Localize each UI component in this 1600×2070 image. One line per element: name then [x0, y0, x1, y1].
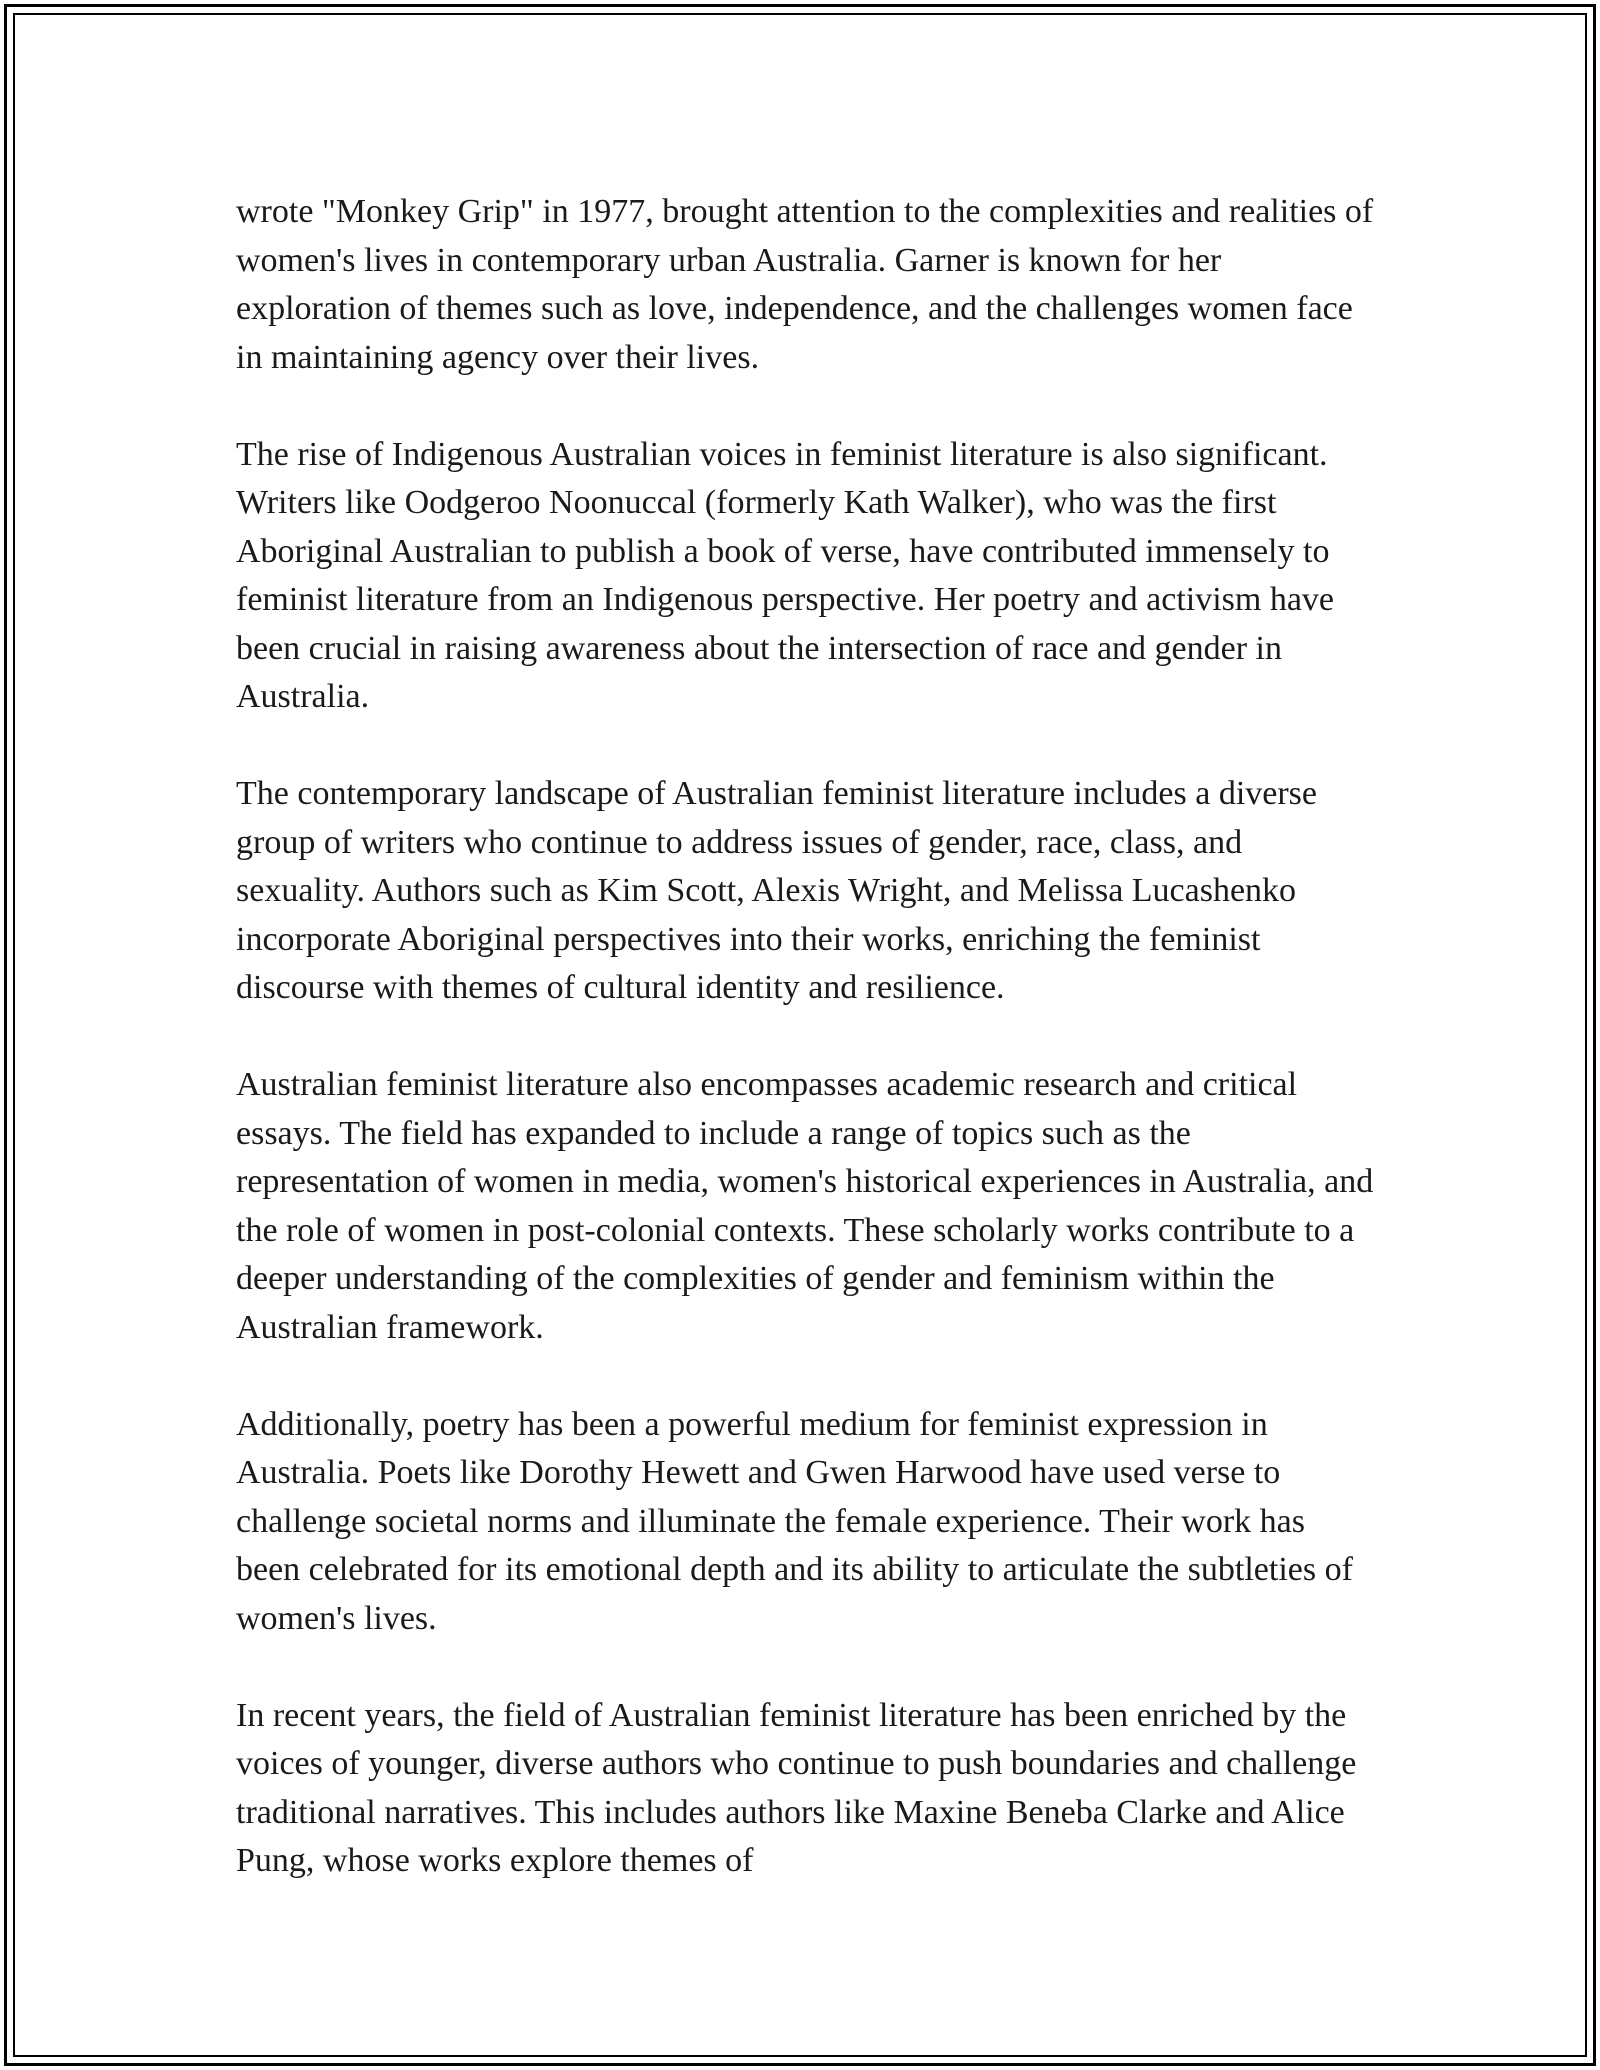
- paragraph-6: In recent years, the field of Australian feminist literature has been enriched by the voices of younger, diverse authors who continue to push boundaries and challenge traditional narratives. This includes authors like Maxine Beneba Clarke and Alice Pung, whose works explore themes of: [236, 1696, 1357, 1879]
- paragraph-1: wrote "Monkey Grip" in 1977, brought attention to the complexities and realities of women's lives in contemporary urban Australia. Garner is known for her exploration of themes such as love, independence, and the challenges women face in maintaining agency over their lives.: [236, 193, 1374, 376]
- document-body: [236, 188, 1376, 1886]
- paragraph-4: Australian feminist literature also encompasses academic research and critical essays. The field has expanded to include a range of topics such as the representation of women in media, women's historical experiences in Australia, and the role of women in post-colonial contexts. These scholarly works contribute to a deeper understanding of the complexities of gender and feminism within the Australian framework.: [236, 1066, 1374, 1346]
- paragraph-5: Additionally, poetry has been a powerful medium for feminist expression in Australia. Poets like Dorothy Hewett and Gwen Harwood have used verse to challenge societal norms and illuminate the female experience. Their work has been celebrated for its emotional depth and its ability to articulate the subtleties of women's lives.: [236, 1405, 1353, 1637]
- paragraph-2: The rise of Indigenous Australian voices in feminist literature is also significant. Writers like Oodgeroo Noonuccal (formerly Kath Walker), who was the first Aboriginal Australian to publish a book of verse, have contributed immensely to feminist literature from an Indigenous perspective. Her poetry and activism have been crucial in raising awareness about the intersection of race and gender in Australia.: [236, 435, 1335, 715]
- paragraph-3: The contemporary landscape of Australian feminist literature includes a diverse group of writers who continue to address issues of gender, race, class, and sexuality. Authors such as Kim Scott, Alexis Wright, and Melissa Lucashenko incorporate Aboriginal perspectives into their works, enriching the feminist discourse with themes of cultural identity and resilience.: [236, 775, 1317, 1006]
